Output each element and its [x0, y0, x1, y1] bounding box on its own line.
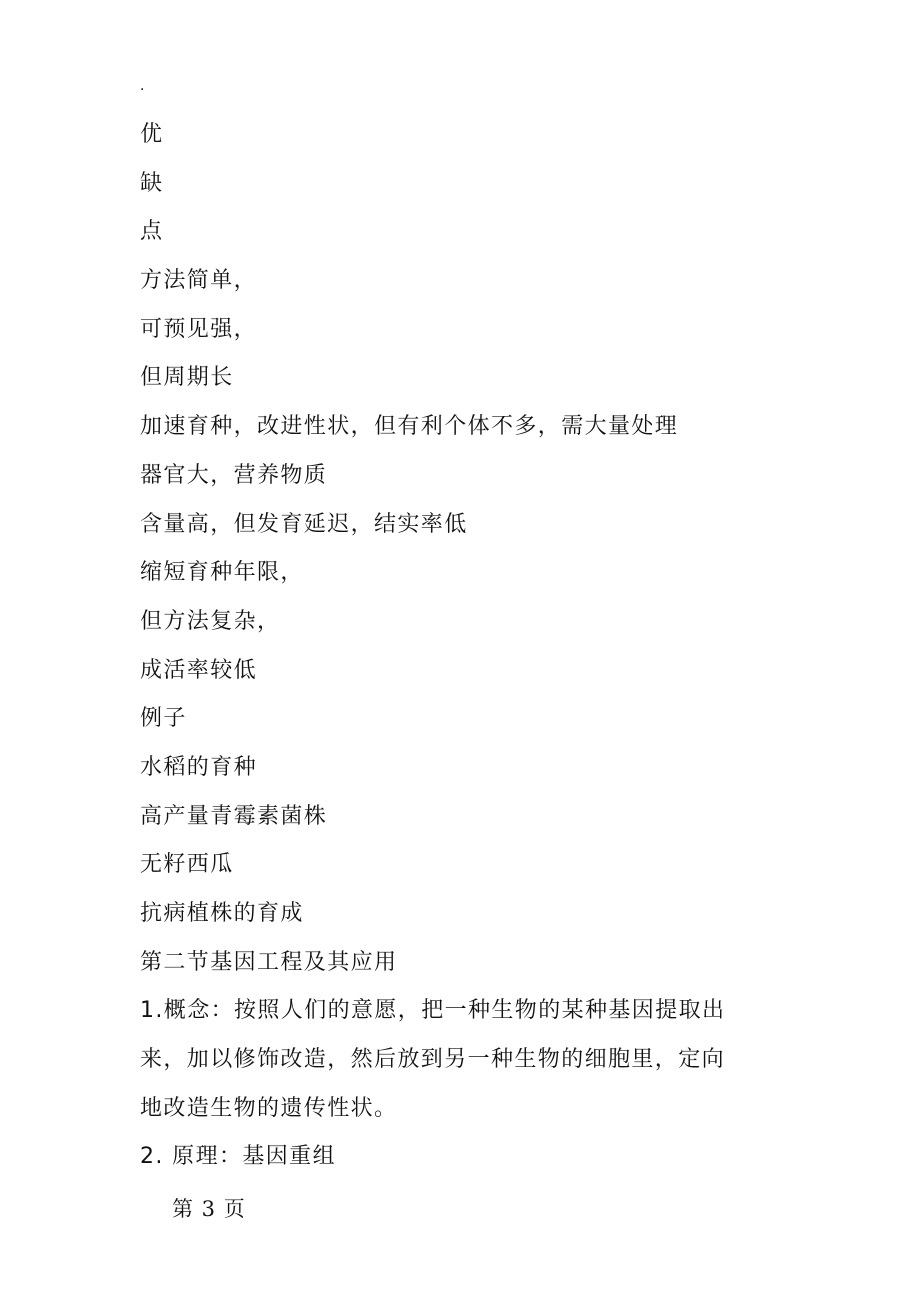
text-line: 优: [140, 122, 164, 147]
concept-line-1: 1.概念：按照人们的意愿，把一种生物的某种基因提取出: [140, 998, 726, 1024]
body-text: [140, 111, 800, 1182]
text-line: 缩短育种年限，: [140, 560, 304, 586]
text-line: 器官大，营养物质: [140, 462, 328, 488]
text-line: 点: [140, 219, 164, 245]
concept-paragraph: [140, 987, 780, 1133]
text-line: 含量高，但发育延迟，结实率低: [140, 511, 468, 537]
text-line: 加速育种，改进性状，但有利个体不多，需大量处理: [140, 414, 679, 440]
text-line: 高产量青霉素菌株: [140, 803, 328, 829]
principle-line: 2. 原理：基因重组: [140, 1144, 336, 1170]
text-line: 但周期长: [140, 365, 234, 391]
text-line: 水稻的育种: [140, 754, 258, 780]
concept-line-2: 来，加以修饰改造，然后放到另一种生物的细胞里，定向: [140, 1047, 726, 1073]
section-heading: 第二节基因工程及其应用: [140, 949, 398, 975]
page-number: 第 3 页: [172, 1197, 246, 1221]
text-line: 成活率较低: [140, 657, 258, 683]
text-line: 可预见强，: [140, 316, 258, 342]
text-line: 但方法复杂，: [140, 608, 281, 634]
concept-line-3: 地改造生物的遗传性状。: [140, 1095, 398, 1121]
text-line: 缺: [140, 170, 164, 196]
header-dot: .: [140, 78, 145, 94]
text-line: 方法简单，: [140, 268, 258, 294]
text-line: 无籽西瓜: [140, 852, 234, 878]
text-line: 例子: [140, 706, 187, 732]
text-line: 抗病植株的育成: [140, 901, 304, 926]
